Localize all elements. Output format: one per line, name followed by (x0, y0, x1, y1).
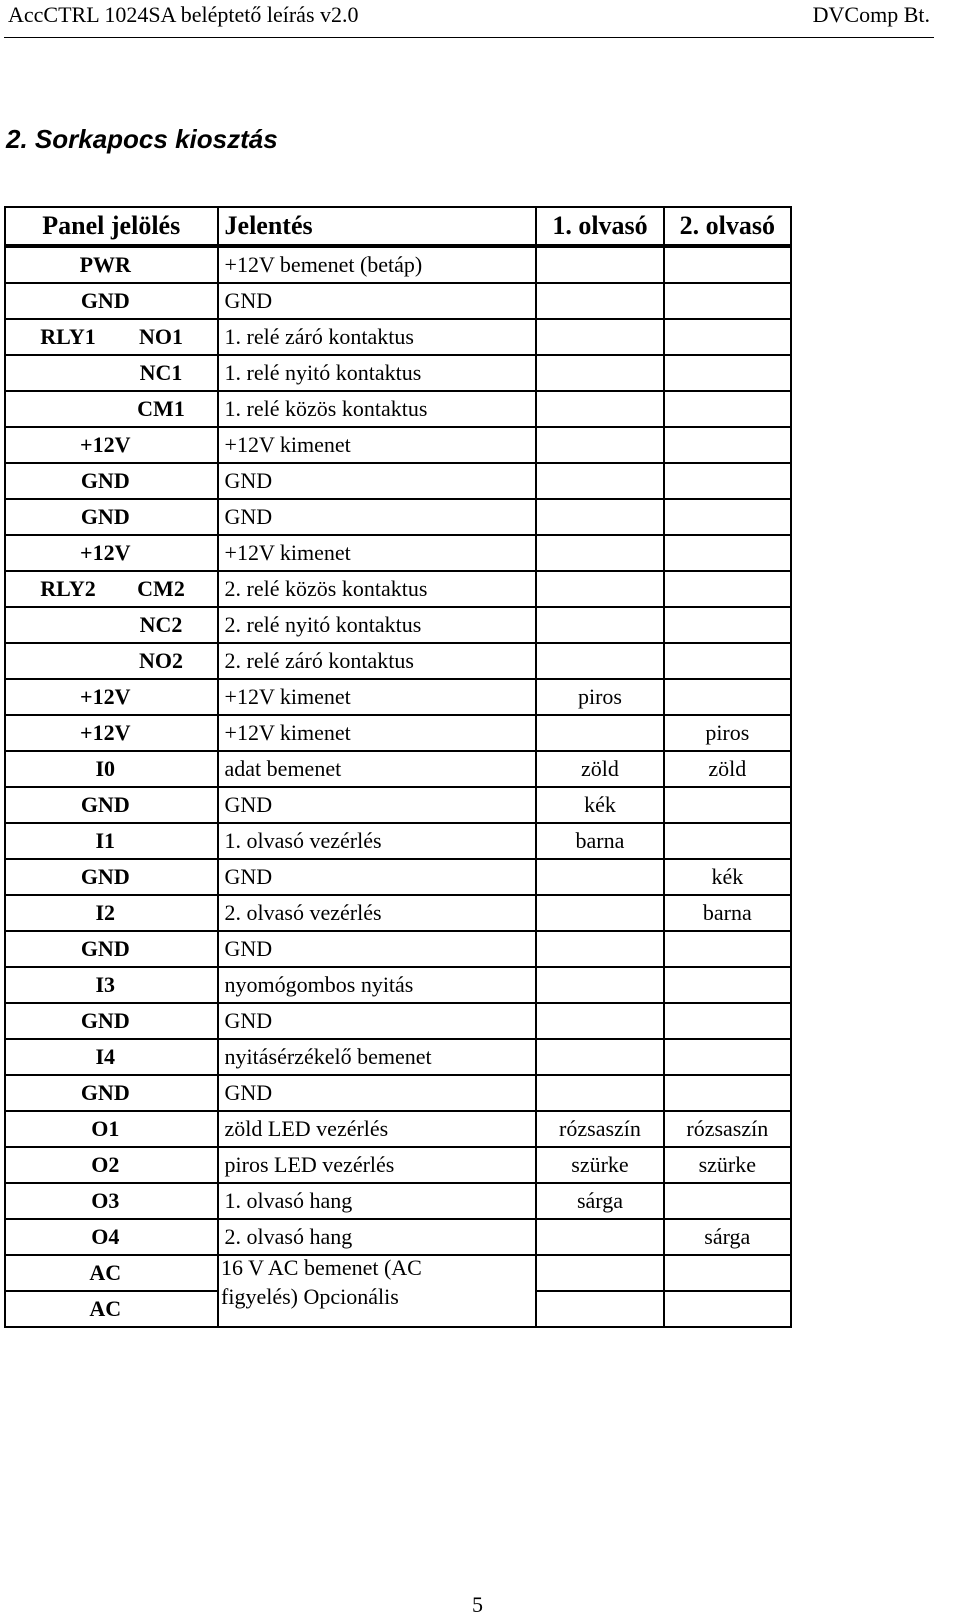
terminal-label: NC2 (139, 612, 183, 637)
reader-1-wire-cell (536, 246, 663, 283)
reader-2-wire-cell (664, 1255, 791, 1291)
terminal-label: O2 (91, 1152, 120, 1177)
reader-1-wire-cell (536, 535, 663, 571)
reader-1-wire-cell: rózsaszín (536, 1111, 663, 1147)
terminal-label: I2 (95, 900, 116, 925)
meaning-cell: nyomógombos nyitás (218, 967, 537, 1003)
reader-2-wire-cell (664, 427, 791, 463)
meaning-cell: GND (218, 931, 537, 967)
panel-label-cell (5, 1291, 218, 1327)
reader-2-wire-cell (664, 499, 791, 535)
table-row (5, 607, 791, 643)
reader-2-wire-cell (664, 283, 791, 319)
reader-1-wire-cell: piros (536, 679, 663, 715)
meaning-cell: GND (218, 1003, 537, 1039)
panel-label-cell (5, 355, 218, 391)
reader-2-wire-cell (664, 246, 791, 283)
reader-1-wire-cell: zöld (536, 751, 663, 787)
header-reader-1: 1. olvasó (536, 207, 663, 246)
meaning-cell: nyitásérzékelő bemenet (218, 1039, 537, 1075)
panel-label-cell (5, 535, 218, 571)
reader-2-wire-cell (664, 319, 791, 355)
reader-2-wire-cell (664, 1039, 791, 1075)
meaning-cell: GND (218, 859, 537, 895)
table-row (5, 1075, 791, 1111)
meaning-cell: piros LED vezérlés (218, 1147, 537, 1183)
terminal-label: +12V (80, 432, 131, 457)
terminal-label: AC (89, 1260, 122, 1285)
reader-2-wire-cell (664, 463, 791, 499)
table-row (5, 427, 791, 463)
reader-1-wire-cell (536, 499, 663, 535)
reader-1-wire-cell (536, 427, 663, 463)
reader-2-wire-cell (664, 607, 791, 643)
table-row (5, 1147, 791, 1183)
terminal-label: O3 (91, 1188, 120, 1213)
reader-1-wire-cell: kék (536, 787, 663, 823)
reader-1-wire-cell: barna (536, 823, 663, 859)
reader-1-wire-cell (536, 1219, 663, 1255)
reader-2-wire-cell: rózsaszín (664, 1111, 791, 1147)
header-meaning: Jelentés (218, 207, 537, 246)
panel-label-cell (5, 1219, 218, 1255)
table-header-row (5, 207, 791, 246)
reader-2-wire-cell (664, 1003, 791, 1039)
reader-1-wire-cell (536, 967, 663, 1003)
reader-2-wire-cell (664, 571, 791, 607)
terminal-table (4, 206, 792, 1328)
reader-2-wire-cell (664, 967, 791, 1003)
reader-2-wire-cell: sárga (664, 1219, 791, 1255)
ac-meaning-text (221, 1253, 422, 1311)
reader-1-wire-cell (536, 463, 663, 499)
terminal-label: GND (80, 288, 130, 313)
table-row (5, 355, 791, 391)
panel-label-cell (5, 499, 218, 535)
reader-2-wire-cell (664, 679, 791, 715)
panel-label-cell (5, 427, 218, 463)
page-number: 5 (472, 1592, 483, 1617)
relay-group-label (6, 608, 130, 642)
meaning-cell: GND (218, 463, 537, 499)
reader-1-wire-cell (536, 1291, 663, 1327)
reader-1-wire-cell (536, 319, 663, 355)
table-row (5, 246, 791, 283)
meaning-cell: 2. relé nyitó kontaktus (218, 607, 537, 643)
ac-meaning-line-2: figyelés) Opcionális (221, 1284, 399, 1309)
relay-group-label: RLY1 (40, 324, 96, 349)
table-row (5, 571, 791, 607)
relay-group-label (6, 356, 130, 390)
table-row (5, 463, 791, 499)
terminal-label: AC (89, 1296, 122, 1321)
table-row (5, 1219, 791, 1255)
reader-2-wire-cell: szürke (664, 1147, 791, 1183)
terminal-label: +12V (80, 720, 131, 745)
meaning-cell: +12V kimenet (218, 679, 537, 715)
meaning-cell: adat bemenet (218, 751, 537, 787)
terminal-label: GND (80, 1080, 130, 1105)
terminal-label: PWR (79, 252, 131, 277)
reader-1-wire-cell (536, 931, 663, 967)
meaning-cell: 2. relé záró kontaktus (218, 643, 537, 679)
panel-label-cell (5, 319, 218, 355)
terminal-label: GND (80, 936, 130, 961)
meaning-cell: zöld LED vezérlés (218, 1111, 537, 1147)
document-header-company: DVComp Bt. (812, 2, 930, 27)
reader-2-wire-cell (664, 931, 791, 967)
reader-1-wire-cell: szürke (536, 1147, 663, 1183)
panel-label-cell (5, 679, 218, 715)
reader-2-wire-cell (664, 1183, 791, 1219)
panel-label-cell (5, 1111, 218, 1147)
section-title: 2. Sorkapocs kiosztás (6, 124, 278, 154)
table-row (5, 319, 791, 355)
terminal-label: +12V (80, 540, 131, 565)
meaning-cell: +12V bemenet (betáp) (218, 246, 537, 283)
meaning-cell: GND (218, 283, 537, 319)
table-row (5, 859, 791, 895)
reader-2-wire-cell (664, 355, 791, 391)
panel-label-cell (5, 859, 218, 895)
meaning-cell: +12V kimenet (218, 715, 537, 751)
terminal-label: GND (80, 1008, 130, 1033)
table-row (5, 643, 791, 679)
header-reader-2: 2. olvasó (664, 207, 791, 246)
reader-1-wire-cell (536, 571, 663, 607)
panel-label-cell (5, 895, 218, 931)
terminal-label: I3 (95, 972, 116, 997)
meaning-cell: 1. relé záró kontaktus (218, 319, 537, 355)
terminal-label: GND (80, 504, 130, 529)
table-row (5, 283, 791, 319)
reader-1-wire-cell (536, 607, 663, 643)
panel-label-cell (5, 1003, 218, 1039)
meaning-cell: +12V kimenet (218, 427, 537, 463)
panel-label-cell (5, 931, 218, 967)
reader-2-wire-cell: piros (664, 715, 791, 751)
table-row (5, 715, 791, 751)
panel-label-cell (5, 246, 218, 283)
relay-group-label: RLY2 (40, 576, 96, 601)
panel-label-cell (5, 787, 218, 823)
reader-2-wire-cell (664, 535, 791, 571)
panel-label-cell (5, 1255, 218, 1291)
reader-2-wire-cell (664, 643, 791, 679)
panel-label-cell (5, 1039, 218, 1075)
reader-1-wire-cell (536, 391, 663, 427)
terminal-label: NC1 (139, 360, 183, 385)
terminal-label: NO1 (139, 324, 183, 349)
meaning-cell: 1. olvasó vezérlés (218, 823, 537, 859)
panel-label-cell (5, 1147, 218, 1183)
terminal-label: CM2 (137, 576, 185, 601)
table-row (5, 391, 791, 427)
panel-label-cell (5, 1183, 218, 1219)
table-row (5, 895, 791, 931)
table-row (5, 1111, 791, 1147)
panel-label-cell (5, 1075, 218, 1111)
meaning-cell: GND (218, 1075, 537, 1111)
table-row (5, 1183, 791, 1219)
terminal-label: +12V (80, 684, 131, 709)
table-row (5, 1039, 791, 1075)
relay-group-label (6, 644, 130, 678)
reader-2-wire-cell (664, 1075, 791, 1111)
table-row (5, 823, 791, 859)
terminal-label: I4 (95, 1044, 116, 1069)
table-row (5, 931, 791, 967)
reader-2-wire-cell (664, 787, 791, 823)
reader-1-wire-cell (536, 1255, 663, 1291)
reader-1-wire-cell (536, 895, 663, 931)
relay-group-label (6, 392, 130, 426)
ac-meaning-line-1: 16 V AC bemenet (AC (221, 1255, 422, 1280)
terminal-label: O4 (91, 1224, 120, 1249)
meaning-cell: GND (218, 787, 537, 823)
header-panel-label: Panel jelölés (5, 207, 218, 246)
panel-label-cell (5, 967, 218, 1003)
reader-2-wire-cell (664, 823, 791, 859)
panel-label-cell (5, 643, 218, 679)
terminal-label: CM1 (137, 396, 185, 421)
reader-1-wire-cell (536, 283, 663, 319)
meaning-cell: 1. olvasó hang (218, 1183, 537, 1219)
reader-1-wire-cell (536, 355, 663, 391)
reader-1-wire-cell: sárga (536, 1183, 663, 1219)
terminal-label: GND (80, 792, 130, 817)
terminal-label: I1 (95, 828, 116, 853)
table-row (5, 787, 791, 823)
meaning-cell: 2. relé közös kontaktus (218, 571, 537, 607)
terminal-label: GND (80, 864, 130, 889)
panel-label-cell (5, 283, 218, 319)
panel-label-cell (5, 823, 218, 859)
reader-2-wire-cell: kék (664, 859, 791, 895)
panel-label-cell (5, 715, 218, 751)
reader-1-wire-cell (536, 715, 663, 751)
meaning-cell: 2. olvasó hang (218, 1219, 537, 1255)
panel-label-cell (5, 391, 218, 427)
terminal-label: NO2 (139, 648, 183, 673)
table-row (5, 967, 791, 1003)
panel-label-cell (5, 751, 218, 787)
header-divider (4, 37, 934, 38)
reader-1-wire-cell (536, 1075, 663, 1111)
meaning-cell: 1. relé nyitó kontaktus (218, 355, 537, 391)
meaning-cell: 2. olvasó vezérlés (218, 895, 537, 931)
reader-2-wire-cell: zöld (664, 751, 791, 787)
panel-label-cell (5, 607, 218, 643)
reader-1-wire-cell (536, 1003, 663, 1039)
terminal-label: O1 (91, 1116, 120, 1141)
reader-1-wire-cell (536, 1039, 663, 1075)
reader-2-wire-cell (664, 391, 791, 427)
table-row (5, 499, 791, 535)
meaning-cell: +12V kimenet (218, 535, 537, 571)
reader-2-wire-cell: barna (664, 895, 791, 931)
meaning-cell: 1. relé közös kontaktus (218, 391, 537, 427)
table-row (5, 751, 791, 787)
panel-label-cell (5, 463, 218, 499)
table-row (5, 535, 791, 571)
document-header-title: AccCTRL 1024SA beléptető leírás v2.0 (8, 2, 359, 27)
reader-1-wire-cell (536, 859, 663, 895)
panel-label-cell (5, 571, 218, 607)
table-row (5, 679, 791, 715)
meaning-cell: GND (218, 499, 537, 535)
terminal-label: I0 (95, 756, 116, 781)
reader-2-wire-cell (664, 1291, 791, 1327)
reader-1-wire-cell (536, 643, 663, 679)
table-row (5, 1003, 791, 1039)
terminal-label: GND (80, 468, 130, 493)
